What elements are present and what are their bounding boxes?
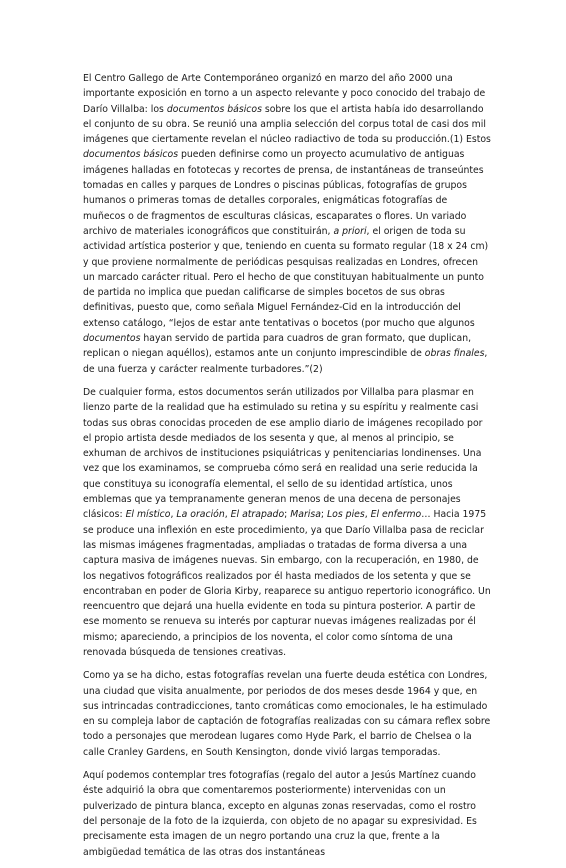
paragraph-1 bbox=[83, 71, 491, 377]
text-segment: De cualquier forma, estos documentos serán utilizados por Villalba para plasmar en lienzo parte de la realidad que ha estimulado su retina y su espíritu y realmente casi todas sus obras conocidas proceden de ese amplio diario de imágenes recopilado por el propio artista desde mediados de los sesenta y que, al menos al principio, se exhuman de archivos de instituciones psiquiátricas y penitenciarias londinenses. Una vez que los examinamos, se comprueba cómo será en realidad una serie reducida la que constituya su iconografía elemental, el sello de su identidad artística, unos emblemas que ya tempranamente generan menos de una decena de personajes clásicos: bbox=[83, 386, 483, 521]
text-segment: , bbox=[364, 509, 371, 521]
text-segment: hayan servido de partida para cuadros de gran formato, que duplican, replican o niegan aquéllos), estamos ante un conjunto imprescindible de bbox=[83, 333, 472, 360]
text-segment: El Centro Gallego de Arte Contemporáneo organizó en marzo del año 2000 una importante exposición en torno a un aspecto relevante y poco conocido del trabajo de Darío Villalba: los bbox=[83, 73, 486, 115]
text-segment: … Hacia 1975 se produce una inflexión en este procedimiento, ya que Darío Villalba pasa de reciclar las mismas imágenes fragmentadas, ampliadas o tratadas de forma diversa a una captura masiva de imágenes nuevas. Sin embargo, con la recuperación, en 1980, de los negativos fotográficos realizados por él hasta mediados de los setenta y que se encontraban en poder de Gloria Kirby, reaparece su antiguo repertorio iconográfico. Un reencuentro que dejará una huella evidente en toda su pintura posterior. A partir de ese momento se renueva su interés por capturar nuevas imágenes realizadas por él mismo; apareciendo, a principios de los noventa, el color como síntoma de una renovada búsqueda de tensiones creativas. bbox=[83, 509, 491, 658]
text-segment: Aquí podemos contemplar tres fotografías (regalo del autor a Jesús Martínez cuando éste adquirió la obra que comentaremos posteriormente) intervenidas con un pulverizado de pintura blanca, excepto en algunas zonas reservadas, como el rostro del personaje de la foto de la izquierda, con objeto de no apagar su expresividad. Es precisamente esta imagen de un negro portando una cruz la que, frente a la ambigüedad temática de las otras dos instantáneas bbox=[83, 770, 477, 858]
text-segment: , bbox=[224, 509, 231, 521]
italic-text-segment: Marisa bbox=[290, 509, 321, 521]
italic-text-segment: Los pies bbox=[327, 509, 365, 521]
italic-text-segment: a priori bbox=[333, 225, 367, 237]
italic-text-segment: documentos básicos bbox=[83, 149, 179, 161]
paragraph-2 bbox=[83, 385, 491, 660]
paragraph-3 bbox=[83, 668, 491, 760]
italic-text-segment: El atrapado bbox=[230, 509, 285, 521]
document-body bbox=[83, 71, 491, 868]
italic-text-segment: documentos básicos bbox=[166, 103, 262, 115]
text-segment: sobre los que el artista había ido desarrollando el conjunto de su obra. Se reunió una amplia selección del corpus total de casi dos mil imágenes que ciertamente revelan el núcleo radiactivo de toda su producción.(1) Estos bbox=[83, 103, 491, 146]
italic-text-segment: El enfermo bbox=[370, 509, 422, 521]
text-segment: , bbox=[170, 509, 177, 521]
text-segment: , el origen de toda su actividad artística posterior y que, teniendo en cuenta su formato regular (18 x 24 cm) y que proviene normalmente de periódicas pesquisas realizadas en Londres, ofrecen un marcado carácter ritual. Pero el hecho de que constituyan habitualmente un punto de partida no implica que puedan calificarse de simples bocetos de sus obras definitivas, puesto que, como señala Miguel Fernández-Cid en la introducción del extenso catálogo, “lejos de estar ante tentativas o bocetos (por mucho que algunos bbox=[83, 225, 489, 329]
text-segment: ; bbox=[320, 509, 327, 521]
text-segment: Como ya se ha dicho, estas fotografías revelan una fuerte deuda estética con Londres, una ciudad que visita anualmente, por periodos de dos meses desde 1964 y que, en sus intrincadas contradicciones, tanto cromáticas como emocionales, le ha estimulado en su compleja labor de captación de fotografías realizadas con su cámara reflex sobre todo a personajes que merodean lugares como Hyde Park, el barrio de Chelsea o la calle Cranley Gardens, en South Kensington, donde vivió largas temporadas. bbox=[83, 670, 491, 758]
text-segment: ; bbox=[284, 509, 291, 521]
text-segment: pueden definirse como un proyecto acumulativo de antiguas imágenes halladas en fototecas y recortes de prensa, de instantáneas de transeúntes tomadas en calles y parques de Londres o piscinas públicas, fotografías de grupos humanos o primeras tomas de detalles corporales, enigmáticas fotografías de muñecos o de fragmentos de esculturas clásicas, escaparates o flores. Un variado archivo de materiales iconográficos que constituirán, bbox=[83, 149, 484, 237]
italic-text-segment: obras finales bbox=[424, 348, 485, 360]
italic-text-segment: El místico bbox=[125, 509, 171, 521]
paragraph-4 bbox=[83, 768, 491, 860]
text-segment: , de una fuerza y carácter realmente turbadores.”(2) bbox=[83, 348, 488, 375]
italic-text-segment: La oración bbox=[176, 509, 225, 521]
italic-text-segment: documentos bbox=[83, 333, 141, 345]
